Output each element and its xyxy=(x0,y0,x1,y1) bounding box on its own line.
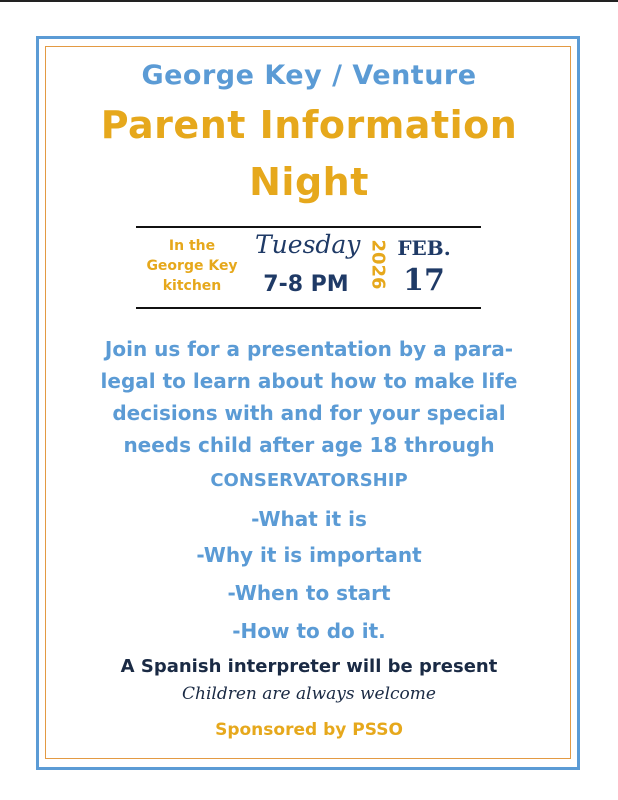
description-line: needs child after age 18 through xyxy=(123,433,495,457)
children-welcome-note: Children are always welcome xyxy=(182,684,436,704)
top-border-line xyxy=(0,0,618,2)
bullet-item: -What it is xyxy=(251,507,367,531)
location-line: In the xyxy=(168,238,216,254)
interpreter-note: A Spanish interpreter will be present xyxy=(120,656,498,677)
topic-heading: CONSERVATORSHIP xyxy=(210,470,408,491)
event-title-line1: Parent Information xyxy=(100,103,518,147)
location-line: kitchen xyxy=(162,278,222,294)
bullet-item: -Why it is important xyxy=(196,543,422,567)
description-line: decisions with and for your special xyxy=(112,401,506,425)
bullet-item: -When to start xyxy=(227,581,391,605)
location-line: George Key xyxy=(146,258,238,274)
event-location xyxy=(136,236,248,296)
school-name: George Key / Venture xyxy=(141,60,477,91)
description-line: legal to learn about how to make life xyxy=(100,369,518,393)
event-month: FEB. xyxy=(397,236,451,260)
event-weekday: Tuesday xyxy=(255,230,361,259)
sponsor-line: Sponsored by PSSO xyxy=(215,720,403,740)
description-line: Join us for a presentation by a para- xyxy=(104,337,514,361)
event-time: 7-8 PM xyxy=(263,272,349,297)
bullet-item: -How to do it. xyxy=(232,619,386,643)
event-day: 17 xyxy=(403,263,445,298)
event-title-line2: Night xyxy=(249,160,369,204)
event-year: 2026 xyxy=(367,239,389,290)
